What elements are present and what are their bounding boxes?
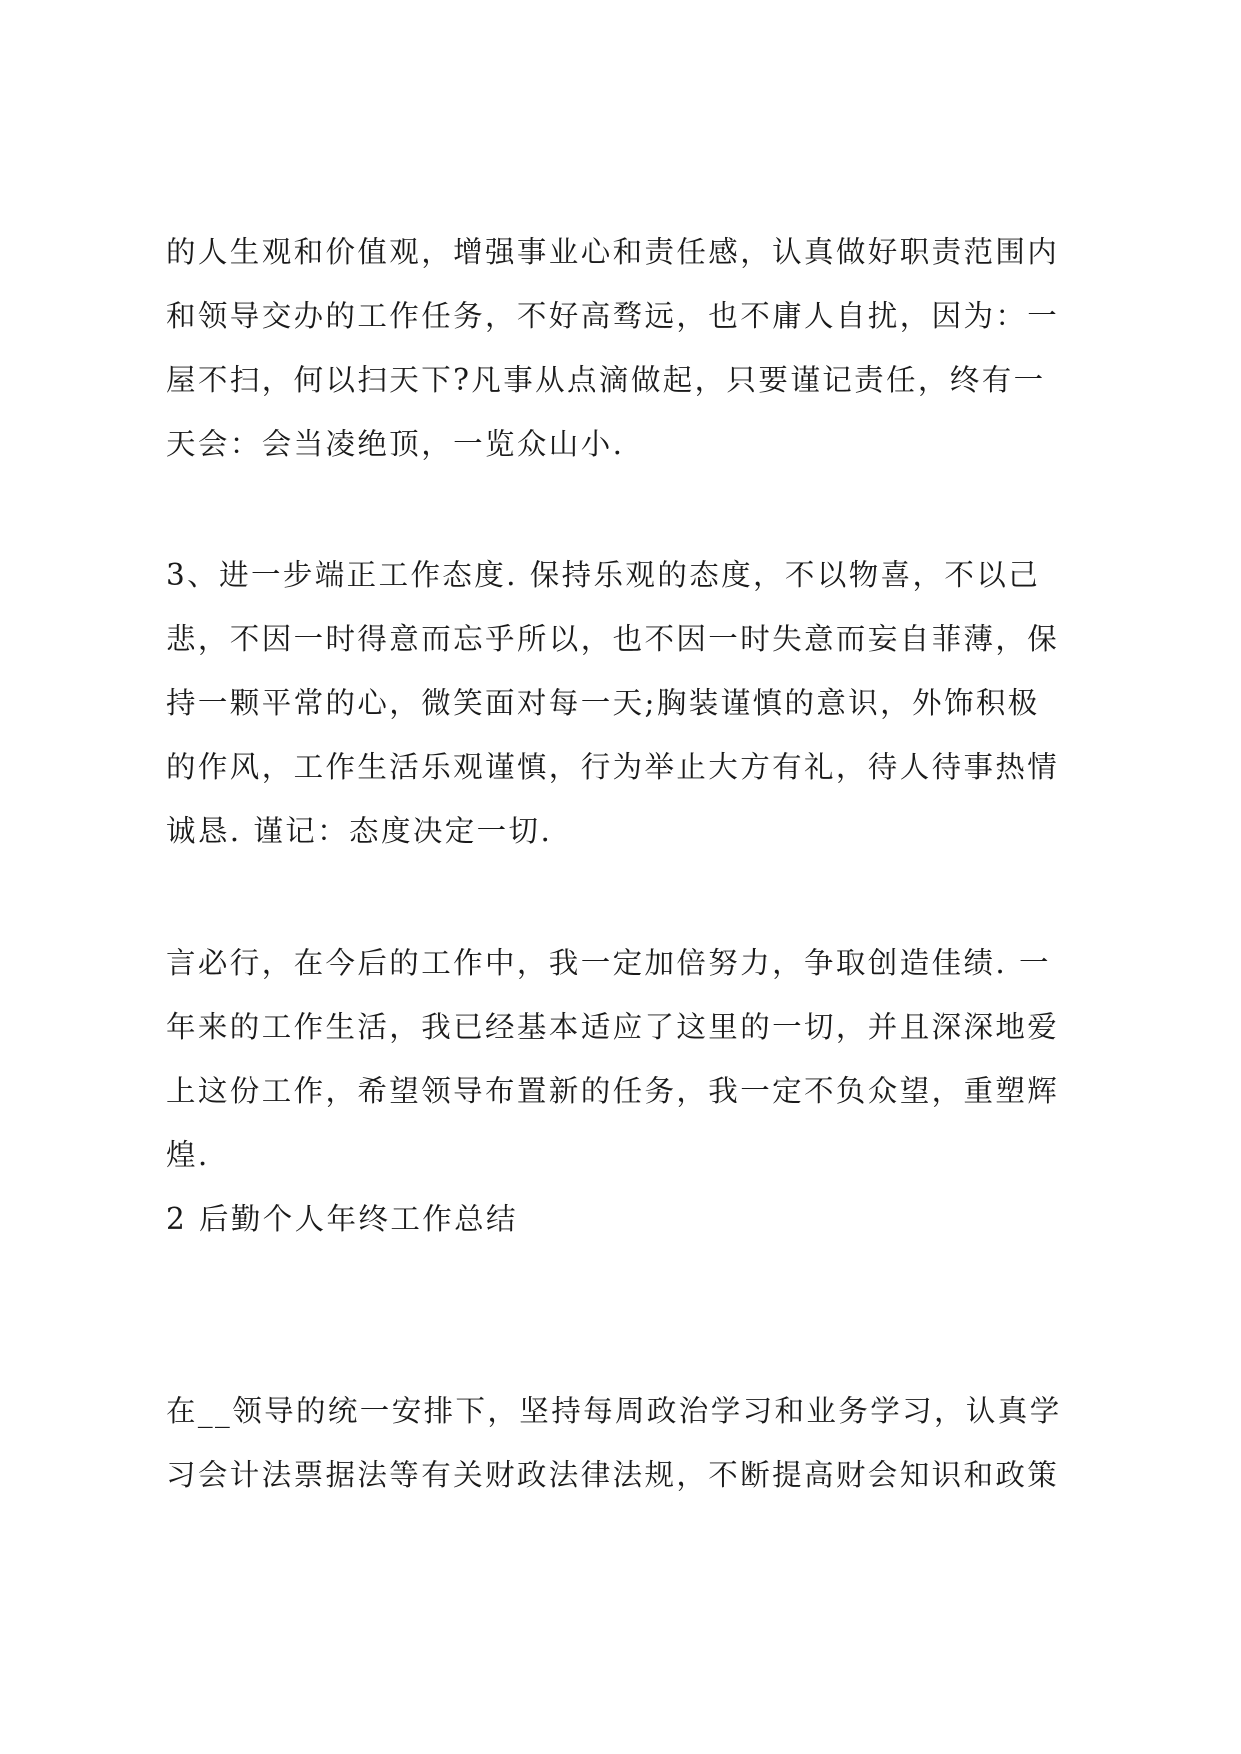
text-line: 年来的工作生活，我已经基本适应了这里的一切，并且深深地爱 <box>166 1010 1060 1044</box>
text-line: 的作风，工作生活乐观谨慎，行为举止大方有礼，待人待事热情 <box>166 750 1060 784</box>
text-line: 悲，不因一时得意而忘乎所以，也不因一时失意而妄自菲薄，保 <box>166 622 1060 656</box>
paragraph-study-plan <box>166 1379 1096 1507</box>
text-line: 言必行，在今后的工作中，我一定加倍努力，争取创造佳绩. 一 <box>166 946 1051 980</box>
text-line: 天会：会当凌绝顶，一览众山小. <box>166 427 625 461</box>
text-line: 煌. <box>166 1138 210 1172</box>
text-line: 和领导交办的工作任务，不好高骛远，也不庸人自扰，因为：一 <box>166 299 1060 333</box>
text-line: 在__领导的统一安排下，坚持每周政治学习和业务学习，认真学 <box>166 1394 1062 1428</box>
text-line: 屋不扫，何以扫天下?凡事从点滴做起，只要谨记责任，终有一 <box>166 363 1046 397</box>
text-line: 3、进一步端正工作态度. 保持乐观的态度，不以物喜，不以己 <box>166 558 1041 592</box>
text-line: 诚恳. 谨记：态度决定一切. <box>166 814 553 848</box>
text-line: 的人生观和价值观，增强事业心和责任感，认真做好职责范围内 <box>166 235 1060 269</box>
paragraph-work-attitude <box>166 543 1096 863</box>
paragraph-attitude-responsibility <box>166 220 1096 476</box>
paragraph-future-commitment <box>166 931 1096 1187</box>
heading-text: 2 后勤个人年终工作总结 <box>166 1202 518 1236</box>
section-heading <box>166 1187 1096 1251</box>
text-line: 上这份工作，希望领导布置新的任务，我一定不负众望，重塑辉 <box>166 1074 1060 1108</box>
text-line: 持一颗平常的心，微笑面对每一天;胸装谨慎的意识，外饰积极 <box>166 686 1040 720</box>
text-line: 习会计法票据法等有关财政法律法规，不断提高财会知识和政策 <box>166 1458 1060 1492</box>
